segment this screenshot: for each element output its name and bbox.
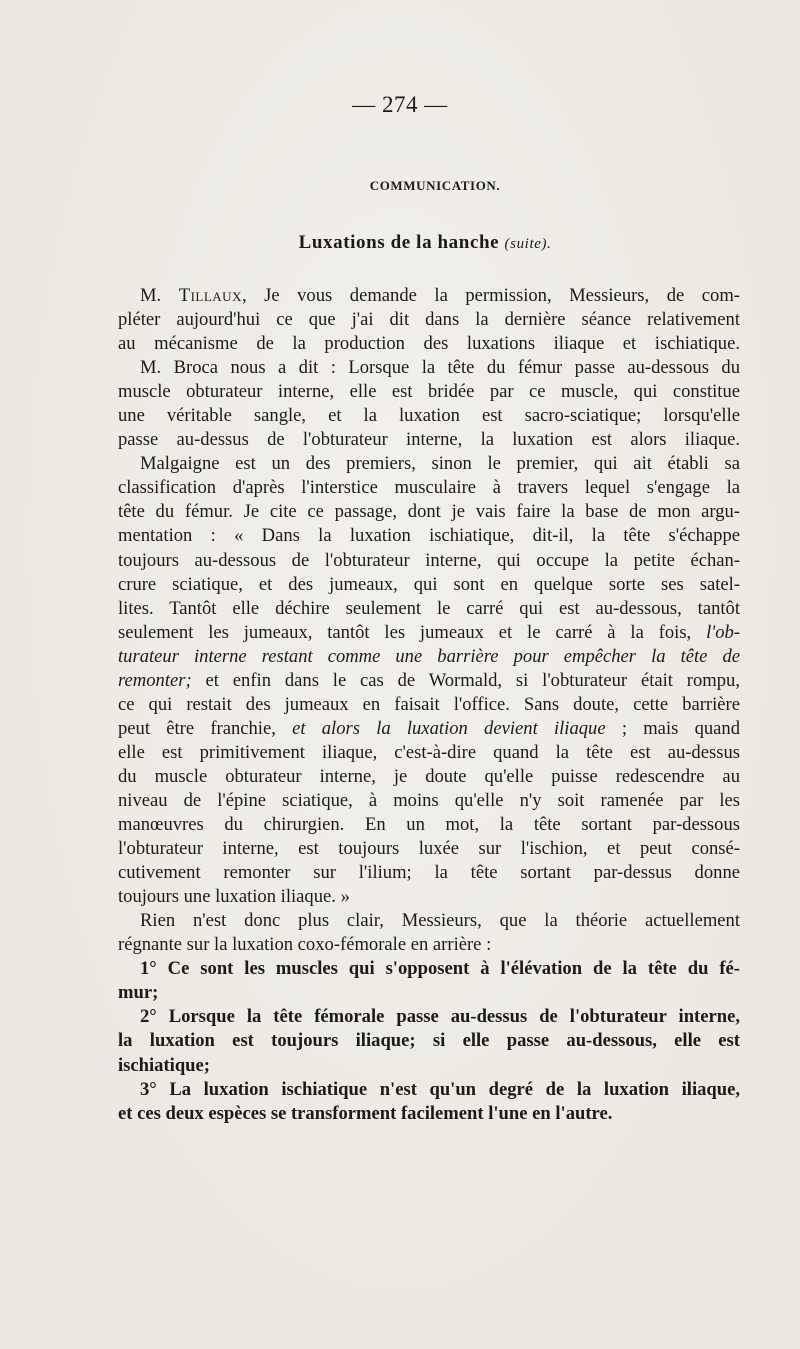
speaker-name: Tillaux <box>178 285 242 306</box>
text-line: régnante sur la luxation coxo-fémorale en arrière : <box>118 934 492 956</box>
text-line: 1° Ce sont les muscles qui s'opposent à l'élévation de la tête du fé- <box>140 958 740 980</box>
text-line: seulement les jumeaux, tantôt les jumeaux et le carré à la fois, l'ob- <box>118 621 740 643</box>
text-line: muscle obturateur interne, elle est bridée par ce muscle, qui constitue <box>118 381 740 403</box>
text-line: M. Broca nous a dit : Lorsque la tête du fémur passe au-dessous du <box>140 357 740 379</box>
text-line: mur; <box>118 982 159 1004</box>
section-label: COMMUNICATION. <box>369 178 501 193</box>
text-line: ischiatique; <box>118 1054 210 1076</box>
text-line: ce qui restait des jumeaux en faisait l'office. Sans doute, cette barrière <box>118 693 740 715</box>
text-line: la luxation est toujours iliaque; si elle passe au-dessous, elle est <box>118 1030 740 1052</box>
article-title-text: Luxations de la hanche <box>298 232 500 253</box>
body-text <box>118 284 740 1126</box>
text-line: l'obturateur interne, est toujours luxée sur l'ischion, et peut consé- <box>118 838 740 860</box>
text-line: toujours au-dessous de l'obturateur interne, qui occupe la petite échan- <box>118 549 740 571</box>
text-line: lites. Tantôt elle déchire seulement le carré qui est au-dessous, tantôt <box>118 597 740 619</box>
article-title <box>0 232 800 254</box>
text-line: tête du fémur. Je cite ce passage, dont je vais faire la base de mon argu- <box>118 501 740 523</box>
text-line: passe au-dessus de l'obturateur interne, la luxation est alors iliaque. <box>118 429 740 451</box>
text-line: du muscle obturateur interne, je doute qu'elle puisse redescendre au <box>118 765 740 787</box>
text-line: au mécanisme de la production des luxations iliaque et ischiatique. <box>118 333 740 355</box>
text-line: Malgaigne est un des premiers, sinon le premier, qui ait établi sa <box>140 453 740 475</box>
text-line: elle est primitivement iliaque, c'est-à-dire quand la tête est au-dessus <box>118 741 740 763</box>
text-line: manœuvres du chirurgien. En un mot, la tête sortant par-dessous <box>118 814 740 836</box>
text-line: niveau de l'épine sciatique, à moins qu'elle n'y soit ramenée par les <box>118 789 740 811</box>
text-line: classification d'après l'interstice musculaire à travers lequel s'engage la <box>118 477 740 499</box>
article-title-suffix: (suite). <box>504 236 552 252</box>
text-line: M. Tillaux, Je vous demande la permission, Messieurs, de com- <box>140 285 740 306</box>
text-line: crure sciatique, et des jumeaux, qui sont en quelque sorte ses satel- <box>118 573 740 595</box>
text-line: 2° Lorsque la tête fémorale passe au-dessus de l'obturateur interne, <box>140 1006 740 1028</box>
text-line: une véritable sangle, et la luxation est sacro-sciatique; lorsqu'elle <box>118 405 740 427</box>
text-line: remonter; et enfin dans le cas de Wormald, si l'obturateur était rompu, <box>118 669 740 691</box>
text-line: 3° La luxation ischiatique n'est qu'un degré de la luxation iliaque, <box>140 1078 740 1100</box>
text-line: mentation : « Dans la luxation ischiatique, dit-il, la tête s'échappe <box>118 525 740 547</box>
page-number: — 274 — <box>352 92 448 117</box>
text-line: toujours une luxation iliaque. » <box>118 886 350 908</box>
text-line: pléter aujourd'hui ce que j'ai dit dans la dernière séance relativement <box>118 309 740 331</box>
text-line: peut être franchie, et alors la luxation devient iliaque ; mais quand <box>118 717 740 739</box>
text-line: turateur interne restant comme une barrière pour empêcher la tête de <box>118 645 740 667</box>
text-line: Rien n'est donc plus clair, Messieurs, que la théorie actuellement <box>140 910 740 932</box>
text-line: cutivement remonter sur l'ilium; la tête sortant par-dessus donne <box>118 862 740 884</box>
text-line: et ces deux espèces se transforment facilement l'une en l'autre. <box>118 1102 613 1124</box>
